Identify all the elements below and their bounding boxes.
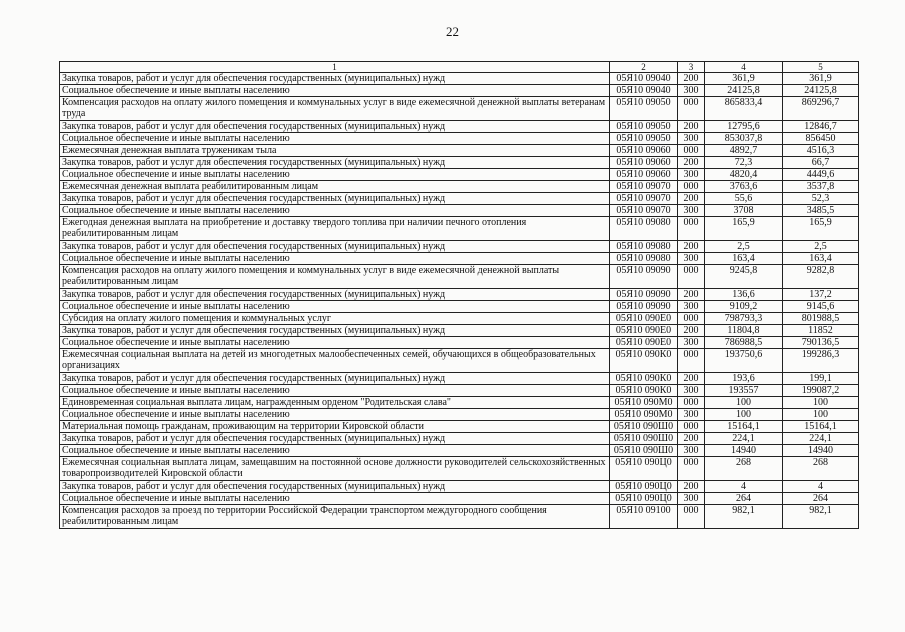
row-value-col4-cell: 4 xyxy=(705,481,783,493)
row-value-col4-cell: 4820,4 xyxy=(705,169,783,181)
row-value-col4-cell: 2,5 xyxy=(705,241,783,253)
row-name-cell: Социальное обеспечение и иные выплаты населению xyxy=(60,253,610,265)
row-type-cell: 000 xyxy=(678,217,705,241)
row-value-col5-cell: 9282,8 xyxy=(783,265,859,289)
table-row xyxy=(60,337,859,349)
row-code-cell: 05Я10 090М0 xyxy=(610,409,678,421)
row-value-col4-cell: 193750,6 xyxy=(705,349,783,373)
table-row xyxy=(60,349,859,373)
row-code-cell: 05Я10 090Е0 xyxy=(610,337,678,349)
row-code-cell: 05Я10 09080 xyxy=(610,253,678,265)
row-value-col4-cell: 55,6 xyxy=(705,193,783,205)
row-name-cell: Социальное обеспечение и иные выплаты населению xyxy=(60,301,610,313)
table-row xyxy=(60,373,859,385)
row-value-col4-cell: 853037,8 xyxy=(705,133,783,145)
row-name-cell: Закупка товаров, работ и услуг для обеспечения государственных (муниципальных) нужд xyxy=(60,241,610,253)
row-value-col4-cell: 14940 xyxy=(705,445,783,457)
table-row xyxy=(60,145,859,157)
row-name-cell: Закупка товаров, работ и услуг для обеспечения государственных (муниципальных) нужд xyxy=(60,73,610,85)
row-value-col4-cell: 786988,5 xyxy=(705,337,783,349)
table-row xyxy=(60,289,859,301)
row-value-col5-cell: 268 xyxy=(783,457,859,481)
row-value-col5-cell: 361,9 xyxy=(783,73,859,85)
column-header: 1 xyxy=(60,62,610,73)
row-name-cell: Материальная помощь гражданам, проживающим на территории Кировской области xyxy=(60,421,610,433)
table-row xyxy=(60,205,859,217)
row-value-col5-cell: 790136,5 xyxy=(783,337,859,349)
row-type-cell: 300 xyxy=(678,445,705,457)
row-name-cell: Субсидия на оплату жилого помещения и коммунальных услуг xyxy=(60,313,610,325)
row-value-col4-cell: 193557 xyxy=(705,385,783,397)
row-value-col5-cell: 869296,7 xyxy=(783,97,859,121)
row-name-cell: Социальное обеспечение и иные выплаты населению xyxy=(60,133,610,145)
row-type-cell: 000 xyxy=(678,181,705,193)
row-value-col5-cell: 264 xyxy=(783,493,859,505)
table-row xyxy=(60,265,859,289)
row-type-cell: 000 xyxy=(678,505,705,529)
table-row xyxy=(60,241,859,253)
row-code-cell: 05Я10 09090 xyxy=(610,289,678,301)
column-header: 5 xyxy=(783,62,859,73)
row-value-col4-cell: 11804,8 xyxy=(705,325,783,337)
row-type-cell: 000 xyxy=(678,349,705,373)
row-value-col5-cell: 199,1 xyxy=(783,373,859,385)
row-code-cell: 05Я10 090К0 xyxy=(610,349,678,373)
row-value-col4-cell: 24125,8 xyxy=(705,85,783,97)
row-code-cell: 05Я10 090К0 xyxy=(610,373,678,385)
row-value-col5-cell: 24125,8 xyxy=(783,85,859,97)
row-value-col5-cell: 100 xyxy=(783,397,859,409)
row-value-col5-cell: 3537,8 xyxy=(783,181,859,193)
row-type-cell: 300 xyxy=(678,205,705,217)
row-type-cell: 300 xyxy=(678,253,705,265)
row-value-col4-cell: 3708 xyxy=(705,205,783,217)
row-value-col4-cell: 361,9 xyxy=(705,73,783,85)
row-type-cell: 200 xyxy=(678,481,705,493)
row-code-cell: 05Я10 090Ц0 xyxy=(610,457,678,481)
row-type-cell: 300 xyxy=(678,169,705,181)
row-type-cell: 000 xyxy=(678,145,705,157)
row-code-cell: 05Я10 09090 xyxy=(610,265,678,289)
row-code-cell: 05Я10 09070 xyxy=(610,193,678,205)
row-value-col5-cell: 14940 xyxy=(783,445,859,457)
row-code-cell: 05Я10 090К0 xyxy=(610,385,678,397)
row-type-cell: 300 xyxy=(678,385,705,397)
row-type-cell: 300 xyxy=(678,493,705,505)
row-code-cell: 05Я10 090М0 xyxy=(610,397,678,409)
row-value-col4-cell: 224,1 xyxy=(705,433,783,445)
table-row xyxy=(60,181,859,193)
row-value-col5-cell: 224,1 xyxy=(783,433,859,445)
row-type-cell: 200 xyxy=(678,73,705,85)
row-code-cell: 05Я10 09040 xyxy=(610,85,678,97)
row-type-cell: 300 xyxy=(678,133,705,145)
column-header: 2 xyxy=(610,62,678,73)
row-value-col5-cell: 2,5 xyxy=(783,241,859,253)
row-type-cell: 200 xyxy=(678,433,705,445)
row-code-cell: 05Я10 09060 xyxy=(610,157,678,169)
table-row xyxy=(60,121,859,133)
row-value-col4-cell: 100 xyxy=(705,409,783,421)
row-type-cell: 000 xyxy=(678,397,705,409)
budget-table xyxy=(59,61,859,529)
table-row xyxy=(60,397,859,409)
table-row xyxy=(60,457,859,481)
table-row xyxy=(60,421,859,433)
row-name-cell: Ежегодная денежная выплата на приобретение и доставку твердого топлива при наличии печного отопления реабилитированным лицам xyxy=(60,217,610,241)
row-code-cell: 05Я10 09080 xyxy=(610,241,678,253)
row-type-cell: 300 xyxy=(678,85,705,97)
table-row xyxy=(60,217,859,241)
row-value-col4-cell: 9245,8 xyxy=(705,265,783,289)
table-row xyxy=(60,193,859,205)
row-type-cell: 200 xyxy=(678,289,705,301)
row-value-col4-cell: 798793,3 xyxy=(705,313,783,325)
row-value-col5-cell: 4449,6 xyxy=(783,169,859,181)
row-name-cell: Ежемесячная социальная выплата лицам, замещавшим на постоянной основе должности руководителей сельскохозяйственных товаропроизводителей Кировской области xyxy=(60,457,610,481)
row-value-col5-cell: 199087,2 xyxy=(783,385,859,397)
row-value-col4-cell: 865833,4 xyxy=(705,97,783,121)
row-code-cell: 05Я10 09060 xyxy=(610,169,678,181)
row-name-cell: Закупка товаров, работ и услуг для обеспечения государственных (муниципальных) нужд xyxy=(60,193,610,205)
table-row xyxy=(60,385,859,397)
row-value-col5-cell: 801988,5 xyxy=(783,313,859,325)
row-name-cell: Закупка товаров, работ и услуг для обеспечения государственных (муниципальных) нужд xyxy=(60,373,610,385)
table-row xyxy=(60,169,859,181)
row-code-cell: 05Я10 09070 xyxy=(610,181,678,193)
table-row xyxy=(60,433,859,445)
row-value-col5-cell: 199286,3 xyxy=(783,349,859,373)
row-value-col5-cell: 100 xyxy=(783,409,859,421)
row-code-cell: 05Я10 09050 xyxy=(610,121,678,133)
table-row xyxy=(60,85,859,97)
row-name-cell: Социальное обеспечение и иные выплаты населению xyxy=(60,385,610,397)
row-type-cell: 200 xyxy=(678,373,705,385)
row-type-cell: 000 xyxy=(678,457,705,481)
row-name-cell: Компенсация расходов за проезд по территории Российской Федерации транспортом междугородного сообщения реабилитированным лицам xyxy=(60,505,610,529)
row-name-cell: Закупка товаров, работ и услуг для обеспечения государственных (муниципальных) нужд xyxy=(60,121,610,133)
row-value-col4-cell: 9109,2 xyxy=(705,301,783,313)
row-name-cell: Социальное обеспечение и иные выплаты населению xyxy=(60,493,610,505)
row-value-col5-cell: 165,9 xyxy=(783,217,859,241)
row-type-cell: 000 xyxy=(678,97,705,121)
table-row xyxy=(60,301,859,313)
row-name-cell: Ежемесячная денежная выплата реабилитированным лицам xyxy=(60,181,610,193)
row-code-cell: 05Я10 090Ш0 xyxy=(610,433,678,445)
row-code-cell: 05Я10 090Е0 xyxy=(610,313,678,325)
row-value-col5-cell: 4 xyxy=(783,481,859,493)
page-number: 22 xyxy=(446,24,459,39)
row-code-cell: 05Я10 09050 xyxy=(610,133,678,145)
row-value-col4-cell: 12795,6 xyxy=(705,121,783,133)
row-type-cell: 200 xyxy=(678,193,705,205)
row-name-cell: Социальное обеспечение и иные выплаты населению xyxy=(60,205,610,217)
table-row xyxy=(60,481,859,493)
row-type-cell: 000 xyxy=(678,265,705,289)
row-value-col4-cell: 136,6 xyxy=(705,289,783,301)
row-value-col4-cell: 15164,1 xyxy=(705,421,783,433)
row-value-col5-cell: 52,3 xyxy=(783,193,859,205)
row-name-cell: Компенсация расходов на оплату жилого помещения и коммунальных услуг в виде ежемесячной денежной выплаты ветеранам труда xyxy=(60,97,610,121)
row-value-col4-cell: 4892,7 xyxy=(705,145,783,157)
row-name-cell: Социальное обеспечение и иные выплаты населению xyxy=(60,337,610,349)
row-name-cell: Единовременная социальная выплата лицам, награжденным орденом "Родительская слава" xyxy=(60,397,610,409)
table-row xyxy=(60,493,859,505)
row-value-col4-cell: 3763,6 xyxy=(705,181,783,193)
table-row xyxy=(60,253,859,265)
row-type-cell: 200 xyxy=(678,241,705,253)
row-type-cell: 200 xyxy=(678,121,705,133)
row-value-col4-cell: 264 xyxy=(705,493,783,505)
table-row xyxy=(60,73,859,85)
row-name-cell: Социальное обеспечение и иные выплаты населению xyxy=(60,85,610,97)
row-name-cell: Закупка товаров, работ и услуг для обеспечения государственных (муниципальных) нужд xyxy=(60,157,610,169)
row-value-col4-cell: 193,6 xyxy=(705,373,783,385)
row-value-col4-cell: 163,4 xyxy=(705,253,783,265)
row-name-cell: Социальное обеспечение и иные выплаты населению xyxy=(60,445,610,457)
row-type-cell: 200 xyxy=(678,325,705,337)
row-type-cell: 200 xyxy=(678,157,705,169)
table-row xyxy=(60,97,859,121)
row-code-cell: 05Я10 09090 xyxy=(610,301,678,313)
row-value-col5-cell: 137,2 xyxy=(783,289,859,301)
row-value-col5-cell: 163,4 xyxy=(783,253,859,265)
row-name-cell: Ежемесячная социальная выплата на детей из многодетных малообеспеченных семей, обучающихся в общеобразовательных организациях xyxy=(60,349,610,373)
row-value-col5-cell: 15164,1 xyxy=(783,421,859,433)
row-type-cell: 300 xyxy=(678,301,705,313)
row-value-col4-cell: 100 xyxy=(705,397,783,409)
row-name-cell: Ежемесячная денежная выплата труженикам тыла xyxy=(60,145,610,157)
row-value-col4-cell: 165,9 xyxy=(705,217,783,241)
row-code-cell: 05Я10 09050 xyxy=(610,97,678,121)
table-row xyxy=(60,445,859,457)
row-code-cell: 05Я10 090Ш0 xyxy=(610,445,678,457)
column-header: 4 xyxy=(705,62,783,73)
table-row xyxy=(60,409,859,421)
row-code-cell: 05Я10 09080 xyxy=(610,217,678,241)
row-value-col5-cell: 982,1 xyxy=(783,505,859,529)
row-name-cell: Социальное обеспечение и иные выплаты населению xyxy=(60,409,610,421)
row-value-col5-cell: 856450 xyxy=(783,133,859,145)
column-header: 3 xyxy=(678,62,705,73)
row-code-cell: 05Я10 09070 xyxy=(610,205,678,217)
row-value-col4-cell: 72,3 xyxy=(705,157,783,169)
table-row xyxy=(60,133,859,145)
row-code-cell: 05Я10 090Ц0 xyxy=(610,481,678,493)
row-value-col5-cell: 4516,3 xyxy=(783,145,859,157)
row-type-cell: 000 xyxy=(678,313,705,325)
table-body xyxy=(60,73,859,529)
row-value-col4-cell: 982,1 xyxy=(705,505,783,529)
table-row xyxy=(60,325,859,337)
row-value-col4-cell: 268 xyxy=(705,457,783,481)
row-code-cell: 05Я10 090Ц0 xyxy=(610,493,678,505)
row-code-cell: 05Я10 09060 xyxy=(610,145,678,157)
row-value-col5-cell: 3485,5 xyxy=(783,205,859,217)
row-value-col5-cell: 11852 xyxy=(783,325,859,337)
row-name-cell: Социальное обеспечение и иные выплаты населению xyxy=(60,169,610,181)
row-type-cell: 300 xyxy=(678,337,705,349)
row-value-col5-cell: 66,7 xyxy=(783,157,859,169)
row-code-cell: 05Я10 09040 xyxy=(610,73,678,85)
table-row xyxy=(60,313,859,325)
row-value-col5-cell: 9145,6 xyxy=(783,301,859,313)
table-row xyxy=(60,505,859,529)
table-header-row xyxy=(60,62,859,73)
row-code-cell: 05Я10 090Е0 xyxy=(610,325,678,337)
row-name-cell: Закупка товаров, работ и услуг для обеспечения государственных (муниципальных) нужд xyxy=(60,433,610,445)
row-code-cell: 05Я10 09100 xyxy=(610,505,678,529)
row-code-cell: 05Я10 090Ш0 xyxy=(610,421,678,433)
row-name-cell: Компенсация расходов на оплату жилого помещения и коммунальных услуг в виде ежемесячной денежной выплаты реабилитированным лицам xyxy=(60,265,610,289)
table-row xyxy=(60,157,859,169)
row-value-col5-cell: 12846,7 xyxy=(783,121,859,133)
row-name-cell: Закупка товаров, работ и услуг для обеспечения государственных (муниципальных) нужд xyxy=(60,289,610,301)
row-name-cell: Закупка товаров, работ и услуг для обеспечения государственных (муниципальных) нужд xyxy=(60,325,610,337)
row-type-cell: 000 xyxy=(678,421,705,433)
row-name-cell: Закупка товаров, работ и услуг для обеспечения государственных (муниципальных) нужд xyxy=(60,481,610,493)
row-type-cell: 300 xyxy=(678,409,705,421)
